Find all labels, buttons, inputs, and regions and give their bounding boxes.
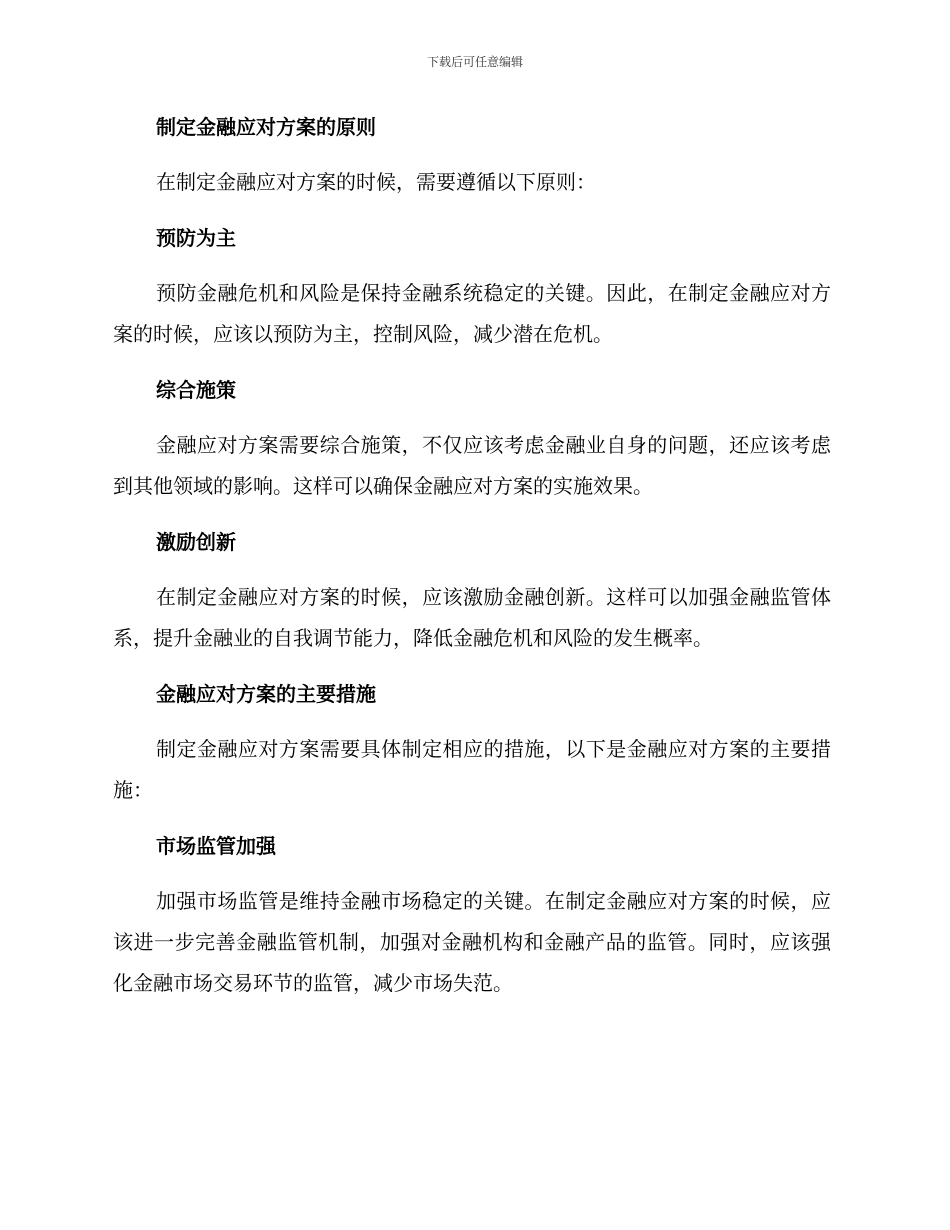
paragraph-innovation: 在制定金融应对方案的时候，应该激励金融创新。这样可以加强金融监管体系，提升金融业的自我调节能力，降低金融危机和风险的发生概率。 — [113, 585, 831, 650]
header-note: 下载后可任意编辑 — [426, 55, 523, 69]
section-heading-innovation: 激励创新 — [156, 530, 236, 554]
document-body — [113, 108, 831, 1004]
paragraph-market-supervision: 加强市场监管是维持金融市场稳定的关键。在制定金融应对方案的时候，应该进一步完善金融监管机制，加强对金融机构和金融产品的监管。同时，应该强化金融市场交易环节的监管，减少市场失范。 — [113, 889, 831, 995]
section-heading-comprehensive: 综合施策 — [156, 378, 236, 402]
section-heading-prevention: 预防为主 — [156, 226, 236, 250]
paragraph-prevention: 预防金融危机和风险是保持金融系统稳定的关键。因此，在制定金融应对方案的时候，应该以预防为主，控制风险，减少潜在危机。 — [113, 281, 831, 346]
section-heading-main-measures: 金融应对方案的主要措施 — [156, 682, 376, 706]
paragraph-comprehensive: 金融应对方案需要综合施策，不仅应该考虑金融业自身的问题，还应该考虑到其他领域的影响。这样可以确保金融应对方案的实施效果。 — [113, 433, 831, 498]
paragraph-principles-intro: 在制定金融应对方案的时候，需要遵循以下原则： — [156, 170, 596, 194]
paragraph-main-measures-intro: 制定金融应对方案需要具体制定相应的措施，以下是金融应对方案的主要措施： — [113, 737, 831, 802]
section-heading-principles: 制定金融应对方案的原则 — [156, 115, 376, 139]
section-heading-market-supervision: 市场监管加强 — [156, 834, 276, 858]
